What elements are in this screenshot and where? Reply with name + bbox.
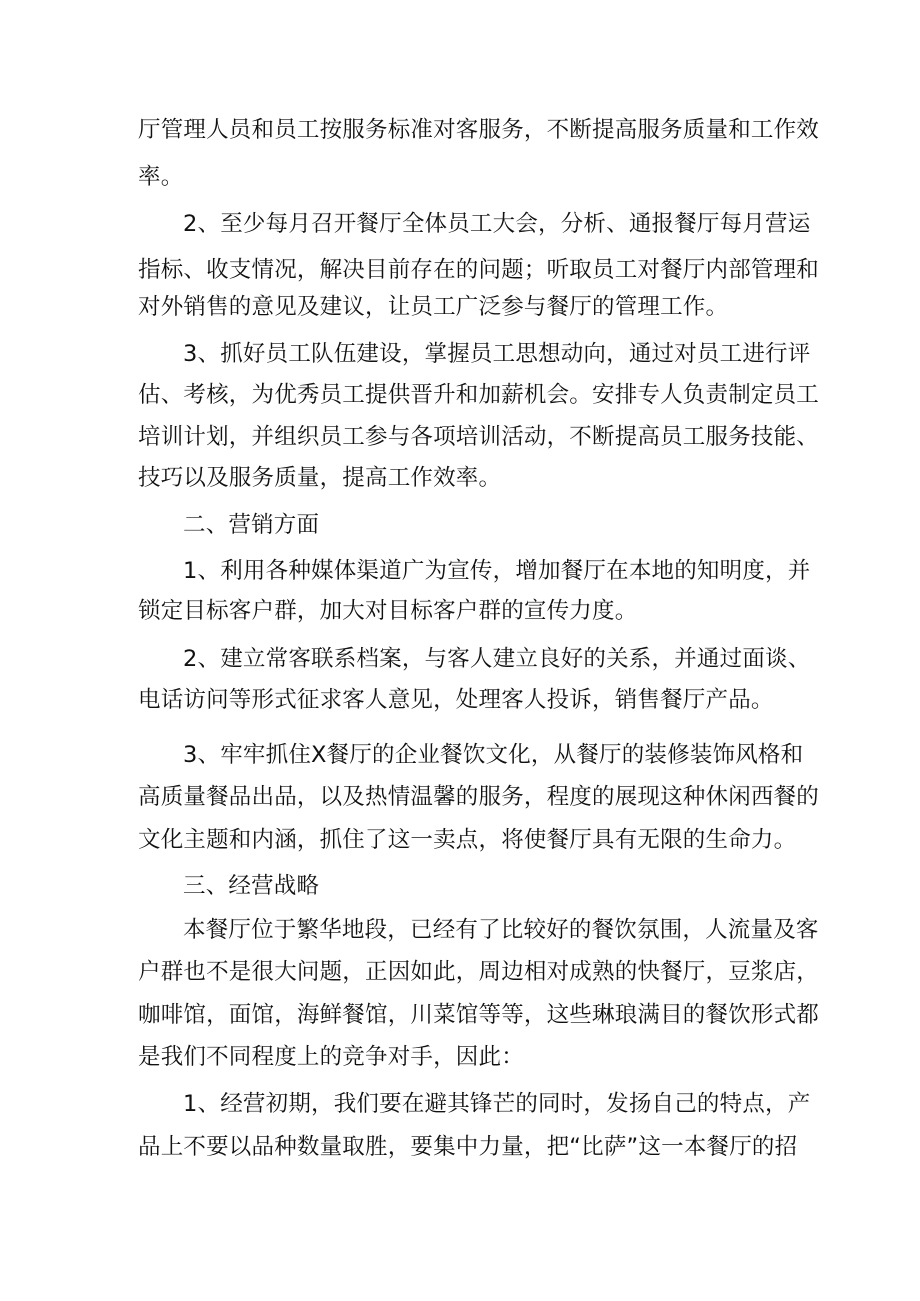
section-heading-strategy: 三、经营战略 bbox=[183, 873, 320, 899]
strategy-paragraph-line-3: 咖啡馆，面馆，海鲜餐馆，川菜馆等等，这些琳琅满目的餐饮形式都 bbox=[138, 1002, 820, 1028]
text-line-1: 厅管理人员和员工按服务标准对客服务，不断提高服务质量和工作效 bbox=[138, 117, 820, 143]
paragraph-3-line-2: 估、考核，为优秀员工提供晋升和加薪机会。安排专人负责制定员工 bbox=[138, 382, 820, 408]
strategy-paragraph-line-4: 是我们不同程度上的竞争对手，因此： bbox=[138, 1044, 524, 1070]
marketing-item-3-line-2: 高质量餐品出品，以及热情温馨的服务，程度的展现这种休闲西餐的 bbox=[138, 784, 820, 810]
paragraph-2-line-3: 对外销售的意见及建议，让员工广泛参与餐厅的管理工作。 bbox=[138, 294, 729, 320]
paragraph-3-line-3: 培训计划，并组织员工参与各项培训活动，不断提高员工服务技能、 bbox=[138, 424, 820, 450]
strategy-paragraph-line-1: 本餐厅位于繁华地段，已经有了比较好的餐饮氛围，人流量及客 bbox=[183, 917, 819, 943]
marketing-item-2-line-2: 电话访问等形式征求客人意见，处理客人投诉，销售餐厅产品。 bbox=[138, 687, 774, 713]
strategy-item-1-line-2: 品上不要以品种数量取胜，要集中力量，把“比萨”这一本餐厅的招 bbox=[138, 1134, 798, 1160]
section-heading-marketing: 二、营销方面 bbox=[183, 512, 320, 538]
strategy-paragraph-line-2: 户群也不是很大问题，正因如此，周边相对成熟的快餐厅，豆浆店， bbox=[138, 959, 820, 985]
text-line-2: 率。 bbox=[138, 164, 184, 190]
paragraph-2-line-2: 指标、收支情况，解决目前存在的问题；听取员工对餐厅内部管理和 bbox=[138, 257, 820, 283]
marketing-item-2-line-1: 2、建立常客联系档案，与客人建立良好的关系，并通过面谈、 bbox=[183, 646, 811, 672]
marketing-item-1-line-2: 锁定目标客户群，加大对目标客户群的宣传力度。 bbox=[138, 598, 638, 624]
paragraph-2-line-1: 2、至少每月召开餐厅全体员工大会，分析、通报餐厅每月营运 bbox=[183, 211, 811, 237]
marketing-item-1-line-1: 1、利用各种媒体渠道广为宣传，增加餐厅在本地的知明度，并 bbox=[183, 558, 811, 584]
marketing-item-3-line-3: 文化主题和内涵，抓住了这一卖点，将使餐厅具有无限的生命力。 bbox=[138, 827, 797, 853]
strategy-item-1-line-1: 1、经营初期，我们要在避其锋芒的同时，发扬自己的特点，产 bbox=[183, 1091, 811, 1117]
marketing-item-3-line-1: 3、牢牢抓住X餐厅的企业餐饮文化，从餐厅的装修装饰风格和 bbox=[183, 742, 804, 768]
paragraph-3-line-1: 3、抓好员工队伍建设，掌握员工思想动向，通过对员工进行评 bbox=[183, 341, 811, 367]
paragraph-3-line-4: 技巧以及服务质量，提高工作效率。 bbox=[138, 465, 502, 491]
